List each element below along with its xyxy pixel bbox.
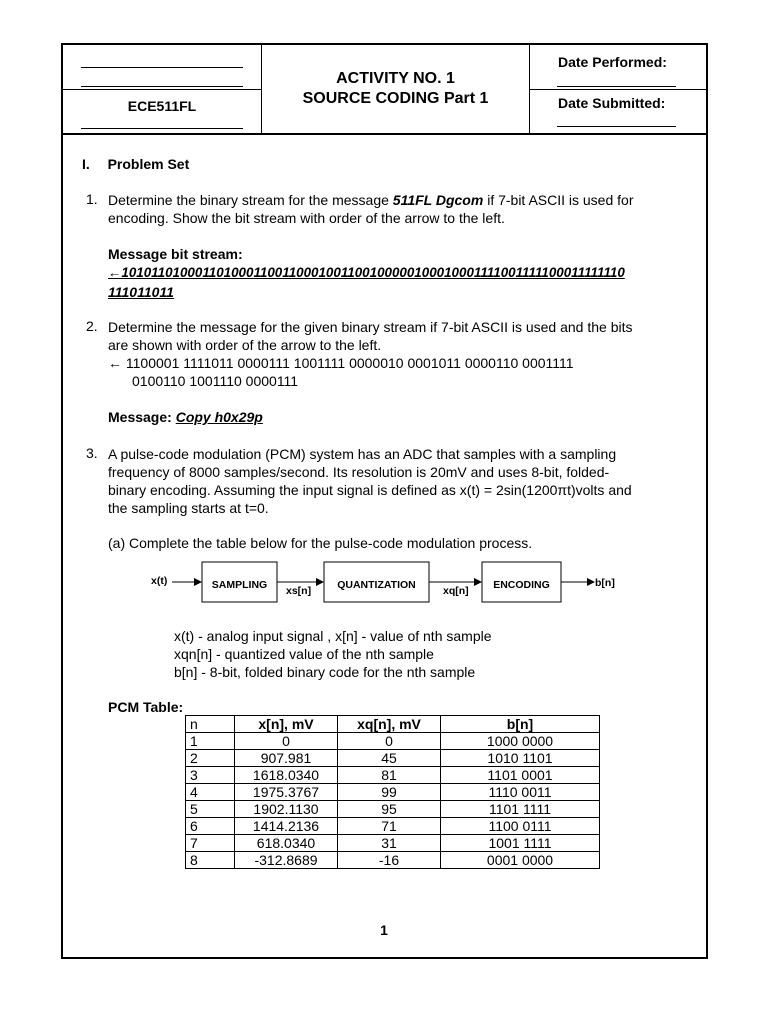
pcm-table bbox=[185, 715, 600, 869]
q3-line1: A pulse-code modulation (PCM) system has an ADC that samples with a sampling bbox=[108, 446, 617, 462]
q2-number: 2. bbox=[86, 318, 98, 334]
cell-bn: 1010 1101 bbox=[441, 750, 600, 767]
cell-xn: 1902.1130 bbox=[235, 801, 338, 818]
pcm-block-diagram bbox=[145, 560, 625, 610]
encoding-label: ENCODING bbox=[493, 579, 550, 591]
q1-text-c: encoding. Show the bit stream with order of the arrow to the left. bbox=[108, 210, 505, 226]
diagram-output-label: b[n] bbox=[595, 577, 615, 589]
q2-answer-label: Message: bbox=[108, 409, 176, 425]
cell-xqn: 99 bbox=[338, 784, 441, 801]
cell-bn: 1100 0111 bbox=[441, 818, 600, 835]
xs-signal-label: xs[n] bbox=[286, 585, 312, 597]
cell-n: 4 bbox=[186, 784, 235, 801]
cell-n: 8 bbox=[186, 852, 235, 869]
cell-n: 1 bbox=[186, 733, 235, 750]
activity-title: ACTIVITY NO. 1 bbox=[336, 70, 455, 87]
cell-xqn: 71 bbox=[338, 818, 441, 835]
cell-xqn: 0 bbox=[338, 733, 441, 750]
q1-number: 1. bbox=[86, 191, 98, 207]
date-submitted-cell bbox=[530, 90, 706, 133]
table-row bbox=[186, 784, 600, 801]
cell-bn: 1110 0011 bbox=[441, 784, 600, 801]
cell-xn: 907.981 bbox=[235, 750, 338, 767]
cell-xn: 0 bbox=[235, 733, 338, 750]
sampling-label: SAMPLING bbox=[211, 579, 268, 591]
cell-n: 3 bbox=[186, 767, 235, 784]
q1-text-b: if 7-bit ASCII is used for bbox=[483, 192, 634, 208]
course-cell bbox=[63, 90, 262, 133]
cell-bn: 1000 0000 bbox=[441, 733, 600, 750]
cell-bn: 0001 0000 bbox=[441, 852, 600, 869]
q3-text bbox=[108, 445, 698, 517]
table-row bbox=[186, 818, 600, 835]
table-row bbox=[186, 835, 600, 852]
q3-line2: frequency of 8000 samples/second. Its resolution is 20mV and uses 8-bit, folded- bbox=[108, 464, 610, 480]
activity-title-cell bbox=[262, 45, 530, 133]
section-number: I. bbox=[82, 156, 90, 172]
cell-bn: 1101 1111 bbox=[441, 801, 600, 818]
cell-xn: 618.0340 bbox=[235, 835, 338, 852]
q2-text-b: are shown with order of the arrow to the left. bbox=[108, 337, 382, 353]
cell-xqn: -16 bbox=[338, 852, 441, 869]
q1-text bbox=[108, 191, 698, 227]
cell-bn: 1101 0001 bbox=[441, 767, 600, 784]
legend-line2: xqn[n] - quantized value of the nth sample bbox=[174, 646, 434, 662]
date-performed-cell bbox=[530, 45, 706, 90]
header-bn: b[n] bbox=[441, 716, 600, 733]
cell-xqn: 31 bbox=[338, 835, 441, 852]
table-row bbox=[186, 801, 600, 818]
legend-line3: b[n] - 8-bit, folded binary code for the nth sample bbox=[174, 664, 476, 680]
header-xn: x[n], mV bbox=[235, 716, 338, 733]
quantization-label: QUANTIZATION bbox=[337, 579, 416, 591]
cell-xn: 1618.0340 bbox=[235, 767, 338, 784]
cell-n: 7 bbox=[186, 835, 235, 852]
q2-stream-line2: 0100110 1001110 0000111 bbox=[132, 373, 299, 389]
table-row bbox=[186, 767, 600, 784]
cell-n: 2 bbox=[186, 750, 235, 767]
q2-answer bbox=[108, 408, 263, 426]
q2-stream-line1: ← 1100001 1111011 0000111 1001111 0000010 0001011 0000110 0001111 bbox=[108, 355, 574, 371]
pcm-table-header-row bbox=[186, 716, 600, 733]
pcm-table-label: PCM Table: bbox=[108, 699, 184, 715]
table-row bbox=[186, 733, 600, 750]
date-performed-label: Date Performed: bbox=[558, 54, 667, 70]
table-row bbox=[186, 852, 600, 869]
course-code: ECE511FL bbox=[127, 98, 197, 114]
q3-part-a: (a) Complete the table below for the pulse-code modulation process. bbox=[108, 535, 533, 551]
cell-n: 6 bbox=[186, 818, 235, 835]
q3-line3: binary encoding. Assuming the input signal is defined as x(t) = 2sin(1200πt)volts and bbox=[108, 482, 632, 498]
q3-line4: the sampling starts at t=0. bbox=[108, 500, 269, 516]
q2-text bbox=[108, 318, 698, 390]
header-xqn: xq[n], mV bbox=[338, 716, 441, 733]
header-table bbox=[61, 43, 708, 135]
q1-answer-line2: 111011011 bbox=[108, 284, 174, 300]
q3-number: 3. bbox=[86, 445, 98, 461]
q1-answer-line1: ←1010110100011010001100110001001100100000100010001111001111100011111110 bbox=[108, 265, 625, 280]
legend-line1: x(t) - analog input signal , x[n] - value of nth sample bbox=[174, 628, 492, 644]
diagram-input-label: x(t) bbox=[151, 575, 168, 587]
xq-signal-label: xq[n] bbox=[443, 585, 469, 597]
date-submitted-label: Date Submitted: bbox=[558, 95, 666, 111]
cell-xn: -312.8689 bbox=[235, 852, 338, 869]
table-row bbox=[186, 750, 600, 767]
cell-xn: 1414.2136 bbox=[235, 818, 338, 835]
header-n: n bbox=[186, 716, 235, 733]
name-blank-cell bbox=[63, 45, 262, 90]
q1-message: 511FL Dgcom bbox=[392, 192, 484, 208]
cell-bn: 1001 1111 bbox=[441, 835, 600, 852]
cell-xn: 1975.3767 bbox=[235, 784, 338, 801]
cell-xqn: 45 bbox=[338, 750, 441, 767]
activity-subtitle: SOURCE CODING Part 1 bbox=[302, 90, 489, 107]
section-heading bbox=[82, 156, 189, 172]
cell-xqn: 95 bbox=[338, 801, 441, 818]
section-title: Problem Set bbox=[107, 156, 190, 172]
q2-text-a: Determine the message for the given binary stream if 7-bit ASCII is used and the bits bbox=[108, 319, 633, 335]
q1-answer-label: Message bit stream: bbox=[108, 246, 243, 262]
q1-text-a: Determine the binary stream for the message bbox=[108, 192, 393, 208]
cell-xqn: 81 bbox=[338, 767, 441, 784]
page-number: 1 bbox=[380, 922, 388, 938]
cell-n: 5 bbox=[186, 801, 235, 818]
q2-answer-value: Copy h0x29p bbox=[175, 409, 263, 425]
